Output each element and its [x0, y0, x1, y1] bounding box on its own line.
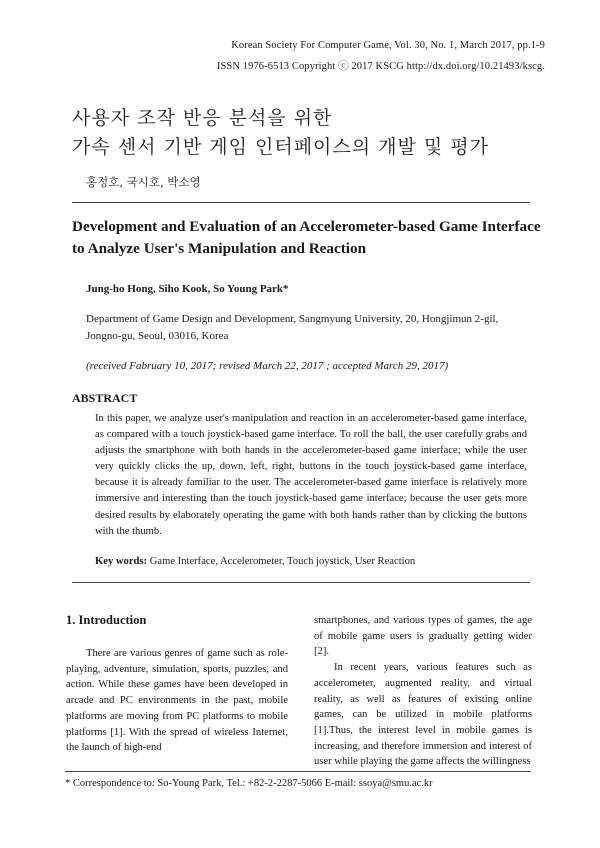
intro-paragraph-1-continued: smartphones, and various types of games, the age of mobile game users is gradually getting wider [2]. [314, 615, 532, 658]
right-column [314, 613, 532, 770]
english-title-line-1: Development and Evaluation of an Accelerometer-based Game Interface [72, 218, 541, 235]
keywords [95, 556, 415, 567]
section-heading-introduction: 1. Introduction [66, 613, 147, 627]
english-authors: Jung-ho Hong, Siho Kook, So Young Park* [86, 283, 289, 295]
english-title-line-2: to Analyze User's Manipulation and Reaction [72, 240, 367, 257]
abstract-heading: ABSTRACT [72, 391, 138, 405]
issn-copyright-line: ISSN 1976-6513 Copyright ⓒ 2017 KSCG http://dx.doi.org/10.21493/kscg. [216, 61, 545, 72]
correspondence-footnote: * Correspondence to: So-Young Park, Tel.: +82-2-2287-5066 E-mail: ssoya@smu.ac.kr [65, 778, 433, 789]
korean-title-line-1: 사용자 조작 반응 분석을 위한 [72, 107, 333, 129]
journal-header-line: Korean Society For Computer Game, Vol. 30, No. 1, March 2017, pp.1-9 [231, 40, 545, 51]
keywords-text: Game Interface, Accelerometer, Touch joystick, User Reaction [147, 556, 416, 567]
abstract-text: In this paper, we analyze user's manipulation and reaction in an accelerometer-based game interface, as compared with a touch joystick-based game interface. To roll the ball, the user carefully grabs and adjusts the smartphone with both hands in the accelerometer-based game interface; while the user very quickly clicks the up, down, left, right, buttons in the touch joystick-based game interface, because it is already familiar to the user. The accelerometer-based game interface is relatively more immersive and interesting than the touch joystick-based game interface; because the user gets more desired results by elaborately operating the game with both hands rather than by clicking the buttons with the thumb. [95, 413, 527, 537]
korean-title-line-2: 가속 센서 기반 게임 인터페이스의 개발 및 평가 [72, 136, 490, 158]
affiliation-line-2: Jongno-gu, Seoul, 03016, Korea [86, 330, 229, 342]
left-column [66, 646, 288, 756]
title-divider [72, 202, 530, 203]
korean-authors: 홍정호, 국시호, 박소영 [86, 175, 201, 189]
footnote-divider [65, 771, 531, 772]
submission-dates: (received Fabruary 10, 2017; revised March 22, 2017 ; accepted March 29, 2017) [86, 360, 449, 372]
intro-paragraph-1: There are various genres of game such as role-playing, adventure, simulation, sports, puzzles, and action. While these games have been developed in arcade and PC environments in the past, mobile platforms are moving from PC platforms to mobile platforms [1]. With the spread of wireless Internet, the launch of high-end [66, 648, 288, 754]
keywords-label: Key words: [95, 556, 148, 567]
intro-paragraph-2: In recent years, various features such as accelerometer, augmented reality, and virtual reality, as well as features of existing online games, can be utilized in mobile platforms [1].Thus, the interest level in mobile games is increasing, and therefore immersion and interest of user while playing the game affects the willingness [314, 662, 532, 768]
abstract-divider [72, 582, 530, 583]
affiliation-line-1: Department of Game Design and Development, Sangmyung University, 20, Hongjimun 2-gil, [86, 313, 499, 325]
